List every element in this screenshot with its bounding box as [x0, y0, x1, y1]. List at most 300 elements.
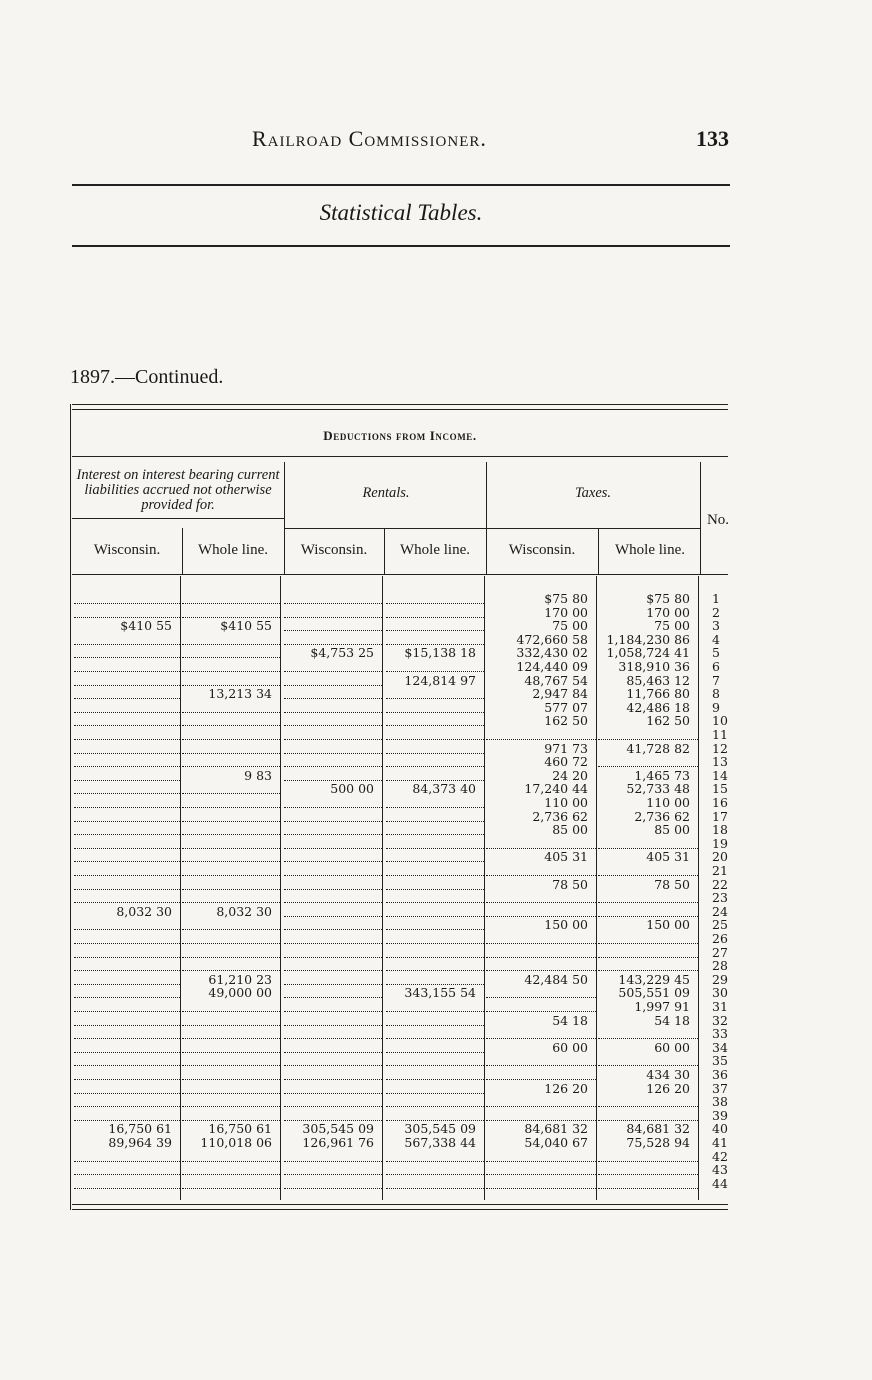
table-row: [66, 1027, 728, 1041]
cell-taxes-whole-line: 162 50: [646, 714, 690, 728]
row-number: 10: [712, 713, 728, 729]
leader-dots: [386, 1150, 484, 1162]
leader-dots: [598, 1027, 698, 1039]
leader-dots: [182, 1163, 280, 1175]
leader-dots: [74, 1095, 180, 1107]
leader-dots: [182, 701, 280, 713]
row-number: 37: [712, 1080, 728, 1096]
leader-dots: [386, 837, 484, 849]
leader-dots: [74, 714, 180, 726]
row-number: 28: [712, 958, 728, 974]
table-row: [66, 755, 728, 769]
table-row: [66, 606, 728, 620]
leader-dots: [386, 755, 484, 767]
cell-interest-wisconsin: 16,750 61: [108, 1122, 172, 1136]
leader-dots: [182, 1000, 280, 1012]
table-row: [66, 1177, 728, 1191]
table-row: [66, 714, 728, 728]
leader-dots: [182, 932, 280, 944]
cell-taxes-wisconsin: 2,947 84: [532, 687, 588, 701]
leader-dots: [74, 1150, 180, 1162]
cell-interest-whole-line: 49,000 00: [208, 986, 272, 1000]
cell-taxes-whole-line: 1,997 91: [634, 1000, 690, 1014]
cell-taxes-whole-line: 434 30: [646, 1068, 690, 1082]
leader-dots: [74, 973, 180, 985]
leader-dots: [284, 837, 382, 849]
row-number: 22: [712, 876, 728, 892]
leader-dots: [284, 1150, 382, 1162]
leader-dots: [182, 878, 280, 890]
leader-dots: [74, 918, 180, 930]
table-row: [66, 850, 728, 864]
running-title: Railroad Commissioner.: [252, 126, 487, 151]
leader-dots: [284, 1109, 382, 1121]
leader-dots: [598, 959, 698, 971]
row-number: 25: [712, 917, 728, 933]
row-number: 26: [712, 931, 728, 946]
cell-rentals-whole-line: 567,338 44: [404, 1136, 476, 1150]
col-divider-5-head: [598, 528, 599, 574]
header-rule: [72, 184, 730, 186]
leader-dots: [74, 959, 180, 971]
leader-dots: [74, 742, 180, 754]
table-row: [66, 973, 728, 987]
leader-dots: [386, 864, 484, 876]
cell-rentals-wisconsin: $4,753 25: [310, 646, 374, 660]
leader-dots: [386, 823, 484, 835]
table-row: [66, 769, 728, 783]
table-row: [66, 959, 728, 973]
row-number: 42: [712, 1148, 728, 1164]
leader-dots: [284, 946, 382, 958]
leader-dots: [284, 714, 382, 726]
table-row: [66, 796, 728, 810]
row-number: 15: [712, 781, 728, 797]
cell-taxes-wisconsin: 971 73: [544, 741, 588, 756]
group-rule-1: [72, 518, 284, 519]
table-row: [66, 837, 728, 851]
leader-dots: [386, 1177, 484, 1189]
leader-dots: [486, 1177, 596, 1189]
leader-dots: [182, 823, 280, 835]
leader-dots: [386, 714, 484, 726]
leader-dots: [486, 837, 596, 849]
leader-dots: [182, 1109, 280, 1121]
cell-taxes-wisconsin: 78 50: [552, 877, 588, 892]
leader-dots: [182, 1068, 280, 1080]
table-row: [66, 1014, 728, 1028]
leader-dots: [284, 701, 382, 713]
leader-dots: [284, 755, 382, 767]
row-number: 38: [712, 1094, 728, 1110]
cell-taxes-wisconsin: 124,440 09: [516, 660, 588, 674]
leader-dots: [74, 891, 180, 903]
leader-dots: [284, 633, 382, 645]
cell-taxes-wisconsin: 332,430 02: [516, 646, 588, 660]
leader-dots: [284, 742, 382, 754]
cell-rentals-whole-line: 343,155 54: [404, 986, 476, 1000]
row-number: 40: [712, 1121, 728, 1137]
leader-dots: [386, 959, 484, 971]
cell-taxes-whole-line: 170 00: [646, 605, 690, 620]
group-rule-2: [284, 528, 700, 529]
leader-dots: [74, 796, 180, 808]
leader-dots: [284, 619, 382, 631]
cell-taxes-whole-line: 110 00: [646, 796, 690, 810]
leader-dots: [486, 932, 596, 944]
leader-dots: [486, 1027, 596, 1039]
leader-dots: [74, 837, 180, 849]
deductions-table: [66, 404, 728, 1214]
cell-taxes-whole-line: 78 50: [654, 877, 690, 892]
leader-dots: [486, 864, 596, 876]
leader-dots: [284, 1054, 382, 1066]
cell-rentals-wisconsin: 126,961 76: [302, 1136, 374, 1150]
leader-dots: [386, 701, 484, 713]
leader-dots: [74, 932, 180, 944]
leader-dots: [284, 932, 382, 944]
table-row: [66, 1054, 728, 1068]
row-number: 30: [712, 985, 728, 1001]
leader-dots: [386, 1068, 484, 1080]
cell-taxes-whole-line: 84,681 32: [626, 1122, 690, 1136]
table-row: [66, 782, 728, 796]
row-number: 20: [712, 849, 728, 865]
cell-taxes-whole-line: 11,766 80: [626, 687, 690, 701]
leader-dots: [74, 782, 180, 794]
table-row: [66, 823, 728, 837]
leader-dots: [486, 1163, 596, 1175]
leader-dots: [182, 1054, 280, 1066]
row-number: 36: [712, 1067, 728, 1082]
leader-dots: [182, 742, 280, 754]
table-row: [66, 674, 728, 688]
leader-dots: [284, 878, 382, 890]
table-top-rule: [72, 404, 728, 410]
leader-dots: [284, 1027, 382, 1039]
cell-rentals-wisconsin: 500 00: [330, 782, 374, 796]
leader-dots: [284, 1177, 382, 1189]
leader-dots: [284, 850, 382, 862]
cell-taxes-wisconsin: $75 80: [544, 592, 588, 606]
leader-dots: [182, 946, 280, 958]
table-row: [66, 660, 728, 674]
leader-dots: [182, 728, 280, 740]
table-row: [66, 918, 728, 932]
page-number: 133: [696, 126, 729, 151]
leader-dots: [486, 1068, 596, 1080]
leader-dots: [386, 1082, 484, 1094]
cell-interest-whole-line: $410 55: [220, 619, 272, 633]
subhead-rule: [72, 574, 728, 575]
leader-dots: [182, 646, 280, 658]
leader-dots: [74, 1177, 180, 1189]
row-number: 27: [712, 944, 728, 960]
subhead-taxes-wisconsin: Wisconsin.: [508, 542, 576, 558]
table-heading: Deductions from Income.: [323, 428, 477, 443]
cell-taxes-whole-line: 150 00: [646, 918, 690, 932]
group-rentals: Rentals.: [362, 485, 410, 501]
leader-dots: [74, 769, 180, 781]
leader-dots: [182, 810, 280, 822]
leader-dots: [598, 932, 698, 944]
leader-dots: [598, 1095, 698, 1107]
leader-dots: [598, 891, 698, 903]
row-number: 32: [712, 1012, 728, 1028]
leader-dots: [74, 606, 180, 618]
table-row: [66, 891, 728, 905]
leader-dots: [74, 864, 180, 876]
leader-dots: [74, 592, 180, 604]
leader-dots: [74, 878, 180, 890]
leader-dots: [598, 1150, 698, 1162]
leader-dots: [284, 823, 382, 835]
row-number: 24: [712, 903, 728, 919]
leader-dots: [486, 1000, 596, 1012]
cell-taxes-whole-line: 52,733 48: [626, 782, 690, 796]
leader-dots: [74, 755, 180, 767]
leader-dots: [386, 742, 484, 754]
row-number: 35: [712, 1053, 728, 1069]
leader-dots: [598, 864, 698, 876]
leader-dots: [284, 728, 382, 740]
leader-dots: [386, 810, 484, 822]
cell-interest-wisconsin: 8,032 30: [116, 904, 172, 919]
table-row: [66, 1122, 728, 1136]
cell-taxes-whole-line: 75,528 94: [626, 1136, 690, 1150]
leader-dots: [182, 959, 280, 971]
leader-dots: [182, 1177, 280, 1189]
leader-dots: [486, 1054, 596, 1066]
leader-dots: [284, 1000, 382, 1012]
leader-dots: [386, 769, 484, 781]
table-row: [66, 592, 728, 606]
cell-taxes-wisconsin: 60 00: [552, 1040, 588, 1055]
leader-dots: [486, 959, 596, 971]
col-divider-2-head: [284, 462, 285, 574]
row-number: 9: [712, 699, 720, 715]
leader-dots: [386, 1054, 484, 1066]
leader-dots: [386, 1163, 484, 1175]
leader-dots: [74, 1109, 180, 1121]
leader-dots: [386, 687, 484, 699]
cell-rentals-whole-line: 84,373 40: [412, 782, 476, 796]
table-row: [66, 1068, 728, 1082]
leader-dots: [284, 864, 382, 876]
subhead-taxes-whole-line: Whole line.: [615, 542, 685, 558]
leader-dots: [182, 918, 280, 930]
cell-taxes-whole-line: $75 80: [646, 592, 690, 606]
row-number: 6: [712, 659, 720, 674]
leader-dots: [386, 1027, 484, 1039]
leader-dots: [284, 810, 382, 822]
leader-dots: [284, 674, 382, 686]
leader-dots: [182, 755, 280, 767]
cell-taxes-whole-line: 1,465 73: [634, 768, 690, 783]
table-bottom-rule: [72, 1204, 728, 1210]
table-row: [66, 905, 728, 919]
leader-dots: [486, 1095, 596, 1107]
leader-dots: [182, 864, 280, 876]
row-number: 41: [712, 1135, 728, 1150]
cell-taxes-wisconsin: 54 18: [552, 1013, 588, 1028]
cell-interest-wisconsin: 89,964 39: [108, 1136, 172, 1150]
leader-dots: [598, 1177, 698, 1189]
cell-taxes-whole-line: 143,229 45: [618, 972, 690, 987]
leader-dots: [598, 946, 698, 958]
table-row: [66, 619, 728, 633]
cell-taxes-whole-line: 41,728 82: [626, 741, 690, 756]
cell-taxes-wisconsin: 460 72: [544, 755, 588, 769]
row-number: 3: [712, 618, 720, 634]
leader-dots: [598, 837, 698, 849]
leader-dots: [182, 674, 280, 686]
section-rule: [72, 245, 730, 247]
leader-dots: [386, 1109, 484, 1121]
row-number: 19: [712, 835, 728, 851]
leader-dots: [284, 986, 382, 998]
leader-dots: [182, 633, 280, 645]
leader-dots: [284, 959, 382, 971]
table-row: [66, 701, 728, 715]
cell-taxes-wisconsin: 48,767 54: [524, 673, 588, 688]
leader-dots: [386, 918, 484, 930]
leader-dots: [386, 973, 484, 985]
leader-dots: [386, 796, 484, 808]
cell-taxes-wisconsin: 150 00: [544, 918, 588, 932]
cell-taxes-wisconsin: 75 00: [552, 619, 588, 633]
cell-taxes-whole-line: 1,184,230 86: [606, 632, 690, 647]
leader-dots: [74, 646, 180, 658]
table-row: [66, 728, 728, 742]
leader-dots: [386, 850, 484, 862]
table-row: [66, 742, 728, 756]
cell-taxes-wisconsin: 472,660 58: [516, 632, 588, 647]
leader-dots: [74, 1041, 180, 1053]
leader-dots: [598, 728, 698, 740]
leader-dots: [386, 606, 484, 618]
row-number: 4: [712, 631, 720, 647]
leader-dots: [182, 837, 280, 849]
leader-dots: [284, 891, 382, 903]
col-divider-3-head: [384, 528, 385, 574]
cell-taxes-whole-line: 60 00: [654, 1040, 690, 1055]
row-number: 18: [712, 822, 728, 838]
leader-dots: [386, 619, 484, 631]
table-row: [66, 1041, 728, 1055]
cell-taxes-whole-line: 505,551 09: [618, 986, 690, 1000]
row-number: 39: [712, 1107, 728, 1123]
leader-dots: [182, 1150, 280, 1162]
table-row: [66, 1136, 728, 1150]
leader-dots: [598, 1163, 698, 1175]
row-number: 43: [712, 1162, 728, 1178]
leader-dots: [182, 592, 280, 604]
leader-dots: [74, 1082, 180, 1094]
table-row: [66, 1082, 728, 1096]
leader-dots: [486, 1150, 596, 1162]
leader-dots: [386, 1041, 484, 1053]
leader-dots: [74, 946, 180, 958]
cell-taxes-wisconsin: 84,681 32: [524, 1122, 588, 1136]
section-title: Statistical Tables.: [319, 200, 483, 225]
leader-dots: [182, 1027, 280, 1039]
row-number: 8: [712, 686, 720, 702]
leader-dots: [386, 633, 484, 645]
row-number: 13: [712, 754, 728, 770]
leader-dots: [74, 1014, 180, 1026]
leader-dots: [182, 1095, 280, 1107]
cell-interest-whole-line: 110,018 06: [200, 1136, 272, 1150]
leader-dots: [598, 1109, 698, 1121]
leader-dots: [284, 1095, 382, 1107]
leader-dots: [284, 592, 382, 604]
row-number: 12: [712, 740, 728, 756]
subhead-rentals-whole-line: Whole line.: [400, 542, 470, 558]
cell-interest-wisconsin: $410 55: [120, 619, 172, 633]
cell-rentals-whole-line: $15,138 18: [404, 646, 476, 660]
leader-dots: [386, 1000, 484, 1012]
cell-rentals-whole-line: 305,545 09: [404, 1122, 476, 1136]
cell-taxes-wisconsin: 577 07: [544, 700, 588, 715]
leader-dots: [284, 905, 382, 917]
leader-dots: [284, 973, 382, 985]
leader-dots: [284, 1041, 382, 1053]
leader-dots: [386, 891, 484, 903]
leader-dots: [486, 1109, 596, 1121]
col-divider-4-head: [486, 462, 487, 574]
leader-dots: [486, 891, 596, 903]
cell-taxes-wisconsin: 42,484 50: [524, 972, 588, 987]
cell-interest-whole-line: 13,213 34: [208, 687, 272, 701]
leader-dots: [74, 674, 180, 686]
row-number: 7: [712, 672, 720, 688]
leader-dots: [386, 878, 484, 890]
cell-taxes-whole-line: 2,736 62: [634, 809, 690, 824]
leader-dots: [284, 1068, 382, 1080]
no-header: No.: [706, 512, 730, 528]
table-row: [66, 1109, 728, 1123]
cell-taxes-wisconsin: 162 50: [544, 714, 588, 728]
cell-taxes-whole-line: 85 00: [654, 823, 690, 837]
row-number: 17: [712, 808, 728, 824]
cell-taxes-whole-line: 1,058,724 41: [606, 646, 690, 660]
leader-dots: [284, 660, 382, 672]
subhead-interest-whole-line: Whole line.: [198, 542, 268, 558]
cell-taxes-whole-line: 318,910 36: [618, 660, 690, 674]
leader-dots: [74, 1000, 180, 1012]
leader-dots: [74, 823, 180, 835]
leader-dots: [74, 660, 180, 672]
row-number: 14: [712, 767, 728, 783]
heading-rule: [72, 456, 728, 457]
subhead-interest-wisconsin: Wisconsin.: [93, 542, 161, 558]
leader-dots: [182, 850, 280, 862]
table-row: [66, 1095, 728, 1109]
leader-dots: [182, 1014, 280, 1026]
leader-dots: [74, 701, 180, 713]
cell-taxes-wisconsin: 24 20: [552, 768, 588, 783]
leader-dots: [74, 728, 180, 740]
leader-dots: [598, 905, 698, 917]
leader-dots: [182, 660, 280, 672]
row-number: 29: [712, 971, 728, 987]
leader-dots: [74, 850, 180, 862]
table-row: [66, 986, 728, 1000]
row-number: 34: [712, 1039, 728, 1055]
table-row: [66, 864, 728, 878]
row-number: 16: [712, 795, 728, 810]
